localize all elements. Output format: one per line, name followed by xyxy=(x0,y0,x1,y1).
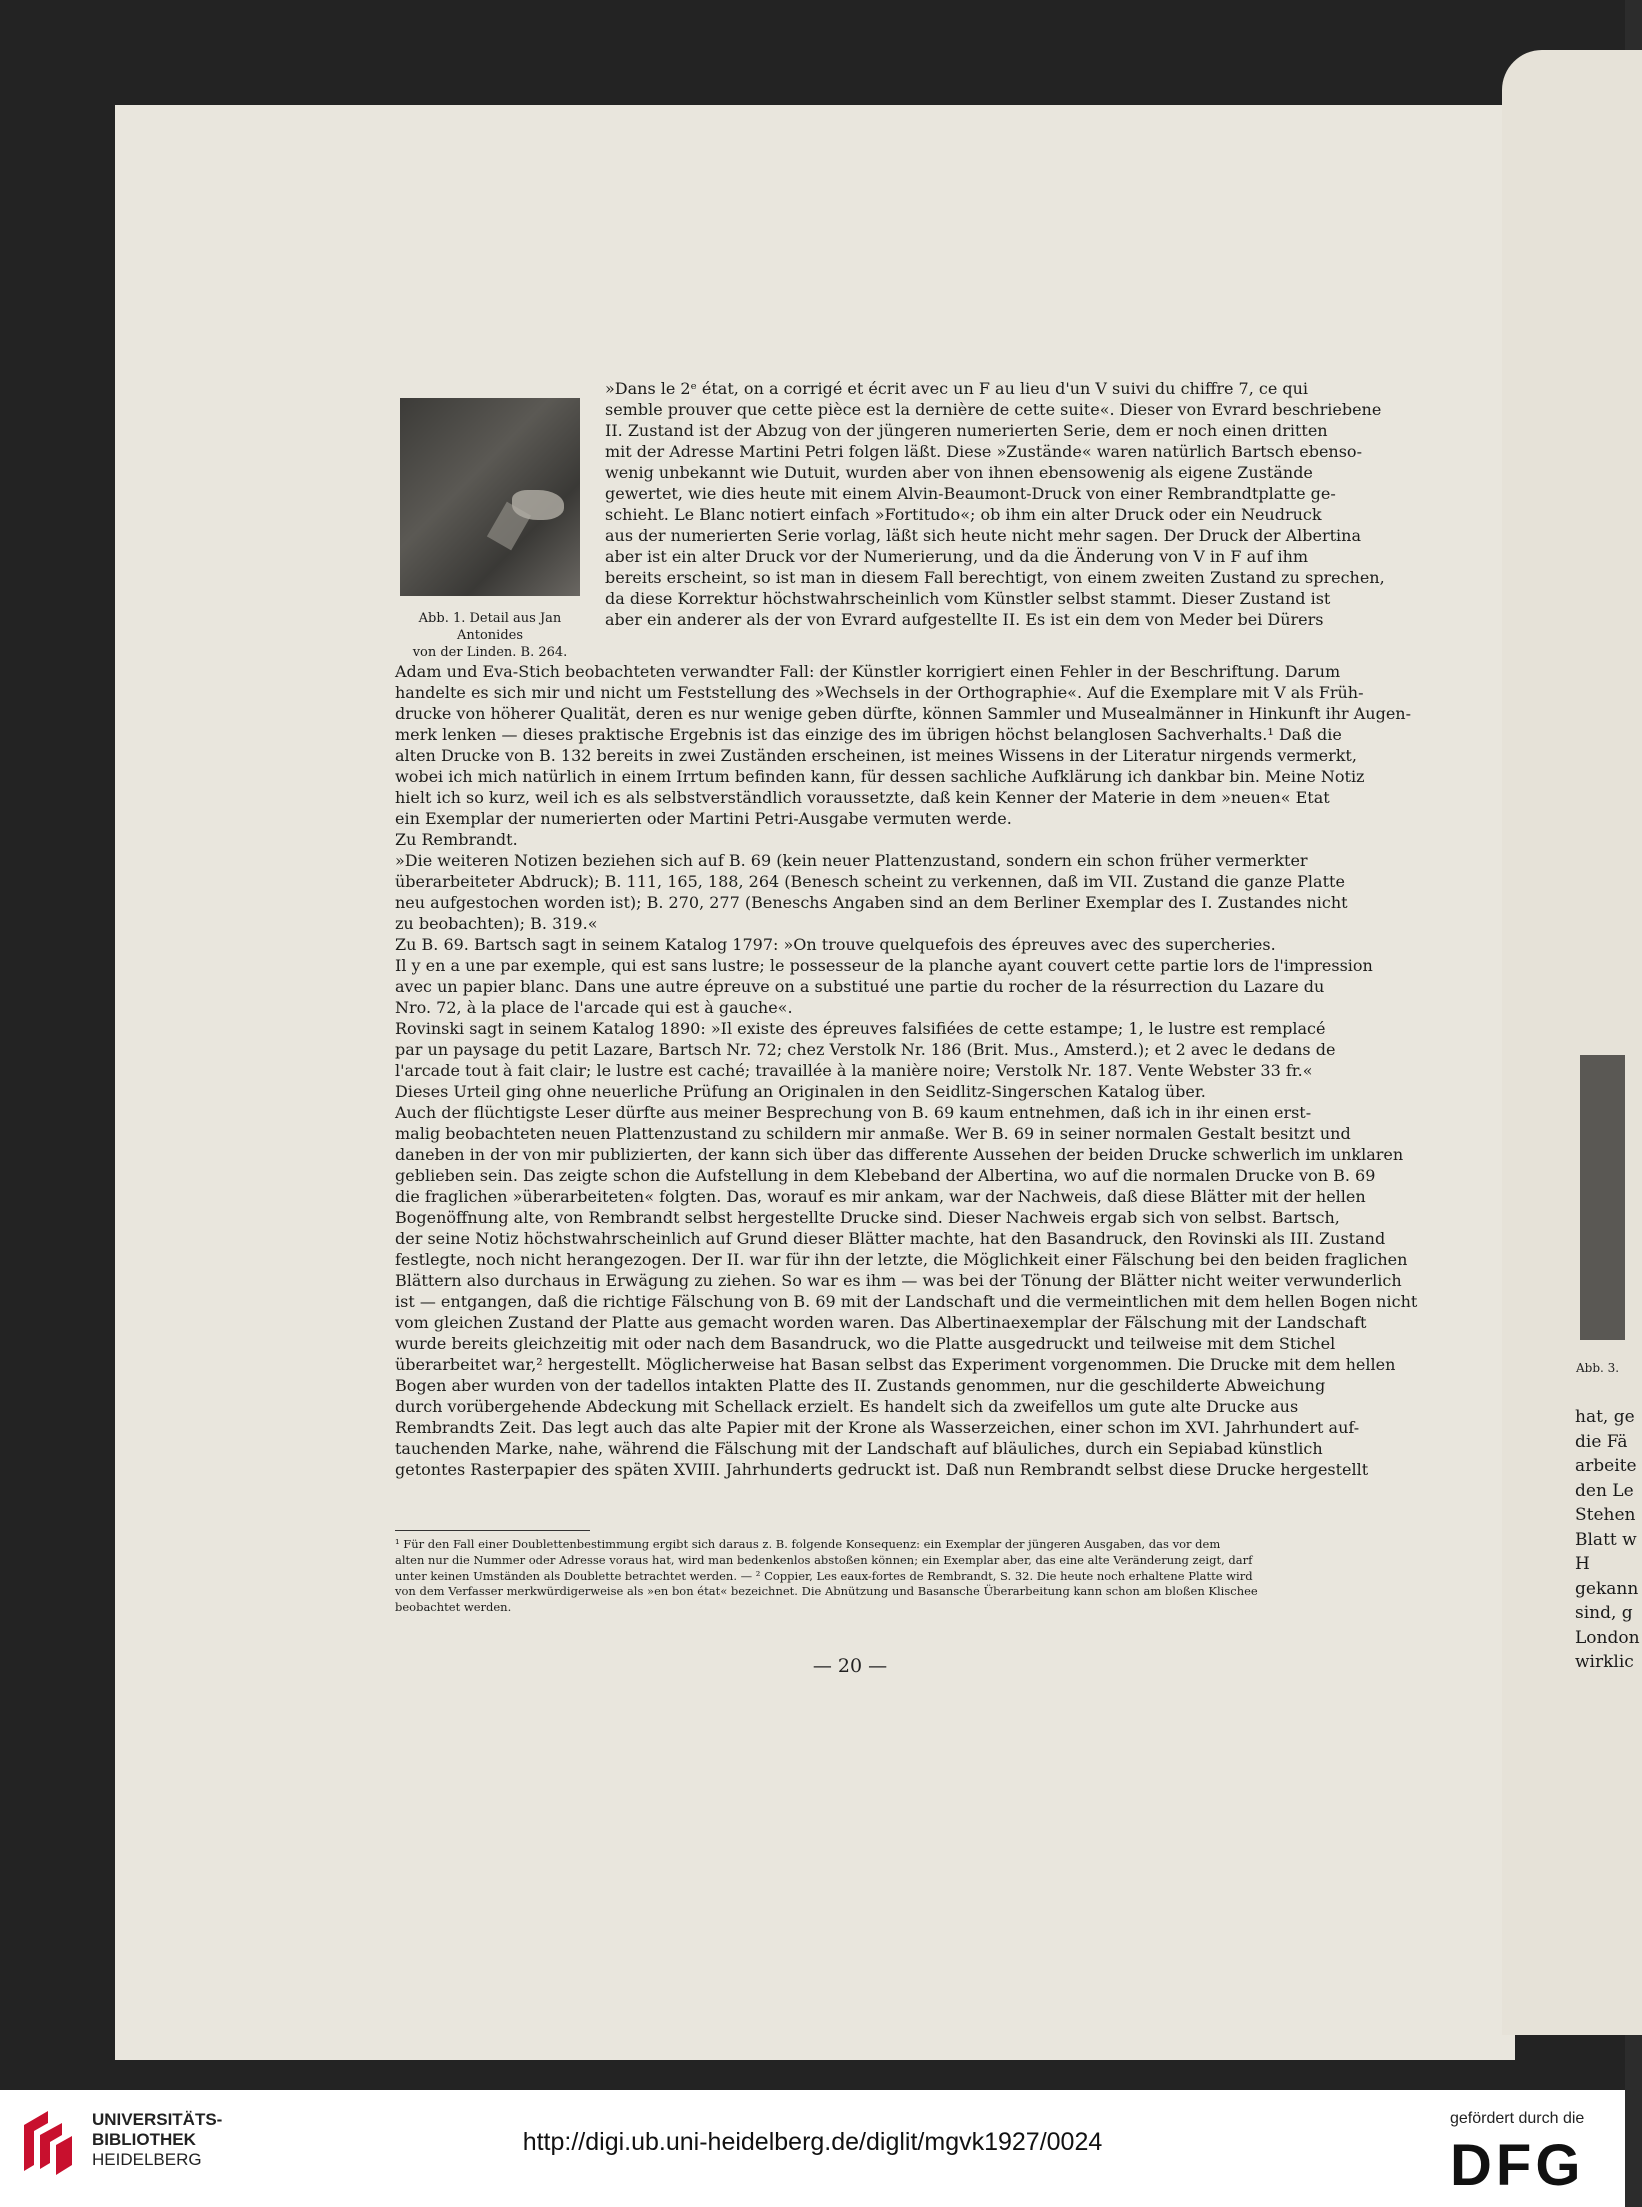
text-line: Rembrandts Zeit. Das legt auch das alte Papier mit der Krone als Wasserzeichen, einer schon im XVI. Jahrhundert auf- xyxy=(395,1418,1360,1437)
library-name-line: HEIDELBERG xyxy=(92,2150,202,2169)
text-line: semble prouver que cette pièce est la dernière de cette suite«. Dieser von Evrard beschriebene xyxy=(605,400,1382,419)
facing-page xyxy=(1502,50,1642,2035)
facing-page-line: den Le xyxy=(1575,1480,1634,1501)
facing-page-line: arbeite xyxy=(1575,1456,1637,1476)
text-line: tauchenden Marke, nahe, während die Fälschung mit der Landschaft auf bläuliches, durch ein Sepiabad künstlich xyxy=(395,1439,1323,1458)
text-line: überarbeiteter Abdruck); B. 111, 165, 188, 264 (Benesch scheint zu verkennen, daß im VII. Zustand die ganze Platte xyxy=(395,872,1345,891)
text-line: Nro. 72, à la place de l'arcade qui est à gauche«. xyxy=(395,998,793,1017)
text-line: geblieben sein. Das zeigte schon die Aufstellung in dem Klebeband der Albertina, wo auf die normalen Drucke von B. 69 xyxy=(395,1166,1376,1185)
text-line: ein Exemplar der numerierten oder Martini Petri-Ausgabe vermuten werde. xyxy=(395,809,1012,828)
footnotes xyxy=(395,1537,1310,1616)
facing-page-line: London xyxy=(1575,1627,1640,1648)
text-line: der seine Notiz höchstwahrscheinlich auf Grund dieser Blätter machte, hat den Basandruck, den Rovinski als III. Zustand xyxy=(395,1229,1386,1248)
text-line: bereits erscheint, so ist man in diesem Fall berechtigt, von einem zweiten Zustand zu sprechen, xyxy=(605,568,1385,587)
text-line: aus der numerierten Serie vorlag, läßt sich heute nicht mehr sagen. Der Druck der Albertina xyxy=(605,526,1361,545)
text-line: Blättern also durchaus in Erwägung zu ziehen. So war es ihm — was bei der Tönung der Blätter nicht weiter verwunderlich xyxy=(395,1271,1402,1290)
text-line: ist — entgangen, daß die richtige Fälschung von B. 69 mit der Landschaft und die vermeintlichen mit dem hellen Bogen nicht xyxy=(395,1292,1418,1311)
facing-page-caption: Abb. 3. xyxy=(1576,1361,1620,1375)
footnote-line: unter keinen Umständen als Doublette betrachtet werden. — ² Coppier, Les eaux-fortes de Rembrandt, S. 32. Die heute noch erhaltene Platte wird xyxy=(395,1568,1253,1583)
text-line: überarbeitet war,² hergestellt. Möglicherweise hat Basan selbst das Experiment vorgenommen. Die Drucke mit dem hellen xyxy=(395,1355,1396,1374)
text-line: merk lenken — dieses praktische Ergebnis ist das einzige des im übrigen höchst belanglosen Sachverhalts.¹ Daß die xyxy=(395,725,1342,744)
text-line: drucke von höherer Qualität, deren es nur wenige geben dürfte, können Sammler und Musealmänner in Hinkunft ihr Augen- xyxy=(395,704,1412,723)
text-line: gewertet, wie dies heute mit einem Alvin-Beaumont-Druck von einer Rembrandtplatte ge- xyxy=(605,484,1336,503)
text-line: wurde bereits gleichzeitig mit oder nach dem Basandruck, wo die Platte ausgedruckt und teilweise mit dem Stichel xyxy=(395,1334,1336,1353)
facing-page-line: sind, g xyxy=(1575,1603,1633,1623)
facing-page-line: hat, ge xyxy=(1575,1407,1635,1427)
text-line: aber ein anderer als der von Evrard aufgestellte II. Es ist ein dem von Meder bei Dürers xyxy=(605,610,1324,629)
text-line: Dieses Urteil ging ohne neuerliche Prüfung an Originalen in den Seidlitz-Singerschen Katalog über. xyxy=(395,1082,1206,1101)
text-line: l'arcade tout à fait clair; le lustre est caché; travaillée à la manière noire; Verstolk Nr. 187. Vente Webster 33 fr.« xyxy=(395,1061,1313,1080)
facing-page-text xyxy=(1575,1405,1640,1675)
facing-page-line: gekann xyxy=(1575,1578,1639,1599)
text-line: Rovinski sagt in seinem Katalog 1890: »Il existe des épreuves falsifiées de cette estampe; 1, le lustre est remplacé xyxy=(395,1019,1326,1038)
facing-page-line: Stehen xyxy=(1575,1505,1636,1525)
figure-caption xyxy=(395,610,585,661)
text-line: hielt ich so kurz, weil ich es als selbstverständlich voraussetzte, daß kein Kenner der Materie in dem »neuen« Etat xyxy=(395,788,1330,807)
text-line: getontes Rasterpapier des späten XVIII. Jahrhunderts gedruckt ist. Daß nun Rembrandt selbst diese Drucke hergestellt xyxy=(395,1460,1369,1479)
text-line: aber ist ein alter Druck vor der Numerierung, und da die Änderung von V in F auf ihm xyxy=(605,547,1309,566)
text-line: durch vorübergehende Abdeckung mit Schellack erzielt. Es handelt sich da zweifellos um gute alte Drucke aus xyxy=(395,1397,1299,1416)
facing-page-line: die Fä xyxy=(1575,1431,1628,1452)
text-line: festlegte, noch nicht herangezogen. Der II. war für ihn der letzte, die Möglichkeit einer Fälschung bei den beiden fraglichen xyxy=(395,1250,1408,1269)
text-line: alten Drucke von B. 132 bereits in zwei Zuständen erscheinen, ist meines Wissens in der Literatur nirgends vermerkt, xyxy=(395,746,1357,765)
facing-page-line: wirklic xyxy=(1575,1652,1634,1672)
text-line: »Dans le 2ᵉ état, on a corrigé et écrit avec un F au lieu d'un V suivi du chiffre 7, ce qui xyxy=(605,379,1309,398)
text-line: schieht. Le Blanc notiert einfach »Fortitudo«; ob ihm ein alter Druck oder ein Neudruck xyxy=(605,505,1322,524)
text-line: zu beobachten); B. 319.« xyxy=(395,914,598,933)
footnote-line: von dem Verfasser merkwürdigerweise als »en bon état« bezeichnet. Die Abnützung und Basansche Überarbeitung kann schon am bloßen Klischee xyxy=(395,1584,1258,1599)
library-name-line: UNIVERSITÄTS- xyxy=(92,2110,223,2129)
footnote-line: ¹ Für den Fall einer Doublettenbestimmung ergibt sich daraus z. B. folgende Konsequenz: ein Exemplar der jüngeren Ausgaben, das vor dem xyxy=(395,1537,1221,1551)
library-name-line: BIBLIOTHEK xyxy=(92,2130,196,2149)
text-line: Zu Rembrandt. xyxy=(395,830,518,849)
figure-caption-line: von der Linden. B. 264. xyxy=(412,645,568,660)
figure-detail-image xyxy=(400,398,580,596)
text-line: Bogenöffnung alte, von Rembrandt selbst hergestellte Drucke sind. Dieser Nachweis ergab sich von selbst. Bartsch, xyxy=(395,1208,1340,1227)
text-line: mit der Adresse Martini Petri folgen läßt. Diese »Zustände« waren natürlich Bartsch ebenso- xyxy=(605,442,1362,461)
facing-page-line: H xyxy=(1575,1554,1590,1574)
page-number: — 20 — xyxy=(812,1655,888,1677)
funding-label: gefördert durch die xyxy=(1450,2110,1585,2127)
text-line: Auch der flüchtigste Leser dürfte aus meiner Besprechung von B. 69 kaum entnehmen, daß ich in ihr einen erst- xyxy=(395,1103,1312,1122)
text-line: neu aufgestochen worden ist); B. 270, 277 (Beneschs Angaben sind an dem Berliner Exemplar des I. Zustandes nicht xyxy=(395,893,1348,912)
dfg-logo: DFG xyxy=(1450,2133,1585,2198)
figure-hand xyxy=(512,490,564,520)
text-line: Zu B. 69. Bartsch sagt in seinem Katalog 1797: »On trouve quelquefois des épreuves avec des supercheries. xyxy=(395,935,1276,954)
text-line: vom gleichen Zustand der Platte aus gemacht worden waren. Das Albertinaexemplar der Fälschung mit der Landschaft xyxy=(395,1313,1367,1332)
footnote-divider xyxy=(395,1530,590,1531)
footnote-line: beobachtet werden. xyxy=(395,1600,512,1615)
facing-page-line: Blatt w xyxy=(1575,1529,1637,1550)
text-beside-figure xyxy=(605,378,1385,630)
facing-page-figure xyxy=(1580,1055,1625,1340)
text-line: wobei ich mich natürlich in einem Irrtum befinden kann, für dessen sachliche Aufklärung ich dankbar bin. Meine Notiz xyxy=(395,767,1365,786)
text-line: daneben in der von mir publizierten, der kann sich über das differente Aussehen der beiden Drucke schwerlich im unklaren xyxy=(395,1145,1404,1164)
text-line: II. Zustand ist der Abzug von der jüngeren numerierten Serie, dem er noch einen dritten xyxy=(605,421,1328,440)
text-line: Adam und Eva-Stich beobachteten verwandter Fall: der Künstler korrigiert einen Fehler in der Beschriftung. Darum xyxy=(395,662,1341,681)
text-line: avec un papier blanc. Dans une autre épreuve on a substitué une partie du rocher de la résurrection du Lazare du xyxy=(395,977,1325,996)
footer-bar xyxy=(0,2090,1625,2207)
text-line: wenig unbekannt wie Dutuit, wurden aber von ihnen ebensowenig als eigene Zustände xyxy=(605,463,1313,482)
permalink-url[interactable]: http://digi.ub.uni-heidelberg.de/diglit/mgvk1927/0024 xyxy=(522,2128,1103,2156)
text-line: par un paysage du petit Lazare, Bartsch Nr. 72; chez Verstolk Nr. 186 (Brit. Mus., Amsterd.); et 2 avec le dedans de xyxy=(395,1040,1336,1059)
text-line: da diese Korrektur höchstwahrscheinlich vom Künstler selbst stammt. Dieser Zustand ist xyxy=(605,589,1331,608)
text-line: malig beobachteten neuen Plattenzustand zu schildern mir anmaße. Wer B. 69 in seiner normalen Gestalt besitzt und xyxy=(395,1124,1351,1143)
body-text xyxy=(395,661,1418,1480)
text-line: Bogen aber wurden von der tadellos intakten Platte des II. Zustands genommen, nur die geschilderte Abweichung xyxy=(395,1376,1326,1395)
footnote-line: alten nur die Nummer oder Adresse voraus hat, wird man bedenkenlos abstoßen können; ein Exemplar aber, das eine alte Veränderung zeigt, darf xyxy=(395,1552,1253,1567)
figure-caption-line: Abb. 1. Detail aus Jan Antonides xyxy=(418,611,562,643)
text-line: handelte es sich mir und nicht um Feststellung des »Wechsels in der Orthographie«. Auf die Exemplare mit V als Früh- xyxy=(395,683,1364,702)
text-line: Il y en a une par exemple, qui est sans lustre; le possesseur de la planche ayant couvert cette partie lors de l'impression xyxy=(395,956,1373,975)
text-line: »Die weiteren Notizen beziehen sich auf B. 69 (kein neuer Plattenzustand, sondern ein schon früher vermerkter xyxy=(395,851,1308,870)
text-line: die fraglichen »überarbeiteten« folgten. Das, worauf es mir ankam, war der Nachweis, daß diese Blätter mit der hellen xyxy=(395,1187,1366,1206)
